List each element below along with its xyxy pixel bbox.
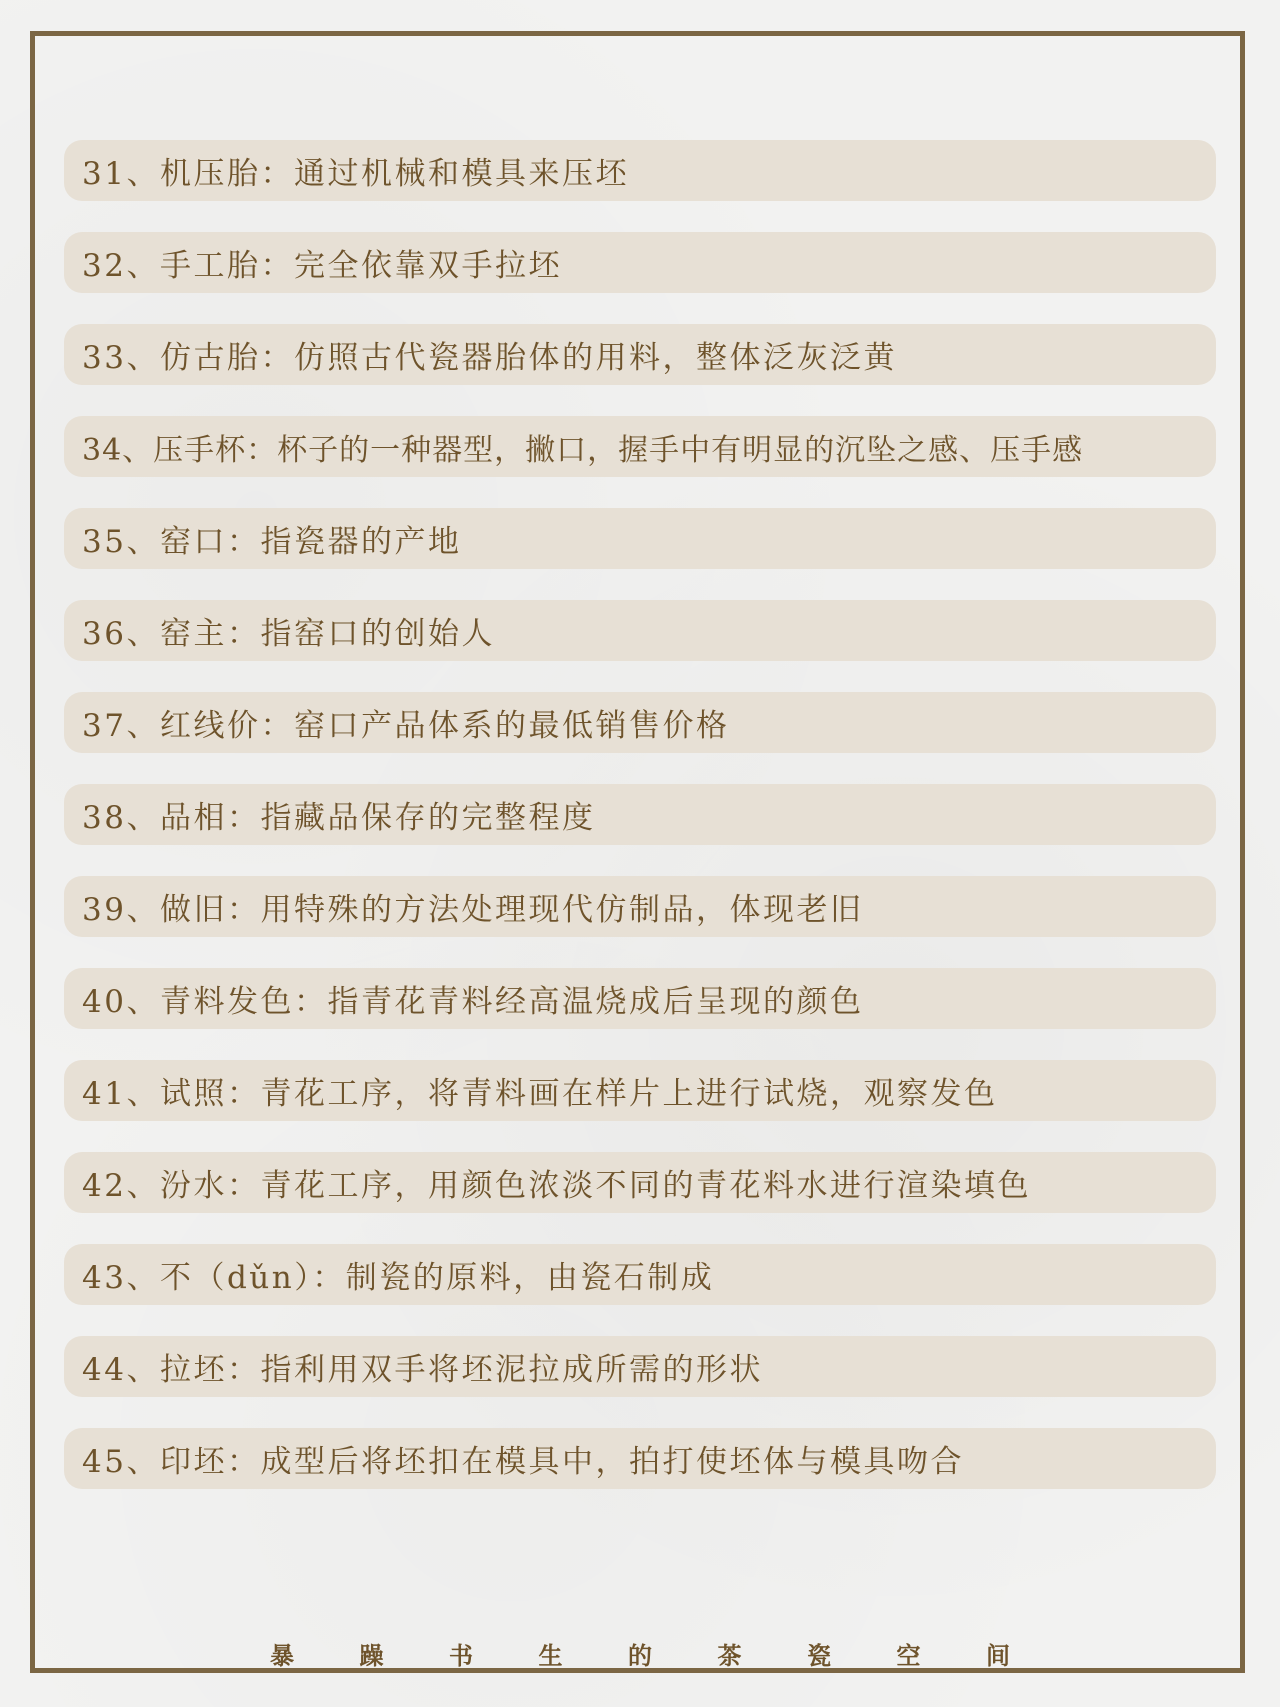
term-row-34: 34、压手杯：杯子的一种器型，撇口，握手中有明显的沉坠之感、压手感 — [64, 416, 1216, 477]
footer-char: 生 — [538, 1641, 563, 1670]
footer-char: 间 — [986, 1641, 1010, 1670]
term-row-39: 39、做旧：用特殊的方法处理现代仿制品，体现老旧 — [64, 876, 1216, 937]
term-row-31: 31、机压胎：通过机械和模具来压坯 — [64, 140, 1216, 201]
footer-char: 瓷 — [807, 1641, 831, 1670]
term-row-41: 41、试照：青花工序，将青料画在样片上进行试烧，观察发色 — [64, 1060, 1216, 1121]
footer-char: 茶 — [717, 1641, 742, 1670]
footer-char: 空 — [896, 1641, 921, 1670]
term-row-40: 40、青料发色：指青花青料经高温烧成后呈现的颜色 — [64, 968, 1216, 1029]
term-row-43: 43、不（dǔn）：制瓷的原料，由瓷石制成 — [64, 1244, 1216, 1305]
term-row-42: 42、汾水：青花工序，用颜色浓淡不同的青花料水进行渲染填色 — [64, 1152, 1216, 1213]
term-row-37: 37、红线价：窑口产品体系的最低销售价格 — [64, 692, 1216, 753]
term-row-32: 32、手工胎：完全依靠双手拉坯 — [64, 232, 1216, 293]
term-list — [64, 140, 1216, 1520]
footer-signature — [270, 1636, 1010, 1671]
term-row-45: 45、印坯：成型后将坯扣在模具中，拍打使坯体与模具吻合 — [64, 1428, 1216, 1489]
term-row-33: 33、仿古胎：仿照古代瓷器胎体的用料，整体泛灰泛黄 — [64, 324, 1216, 385]
footer-char: 的 — [628, 1641, 652, 1670]
term-row-36: 36、窑主：指窑口的创始人 — [64, 600, 1216, 661]
footer-char: 书 — [449, 1641, 473, 1670]
term-row-38: 38、品相：指藏品保存的完整程度 — [64, 784, 1216, 845]
term-row-44: 44、拉坯：指利用双手将坯泥拉成所需的形状 — [64, 1336, 1216, 1397]
term-row-35: 35、窑口：指瓷器的产地 — [64, 508, 1216, 569]
footer-char: 暴 — [270, 1641, 294, 1670]
footer-char: 躁 — [359, 1641, 384, 1670]
